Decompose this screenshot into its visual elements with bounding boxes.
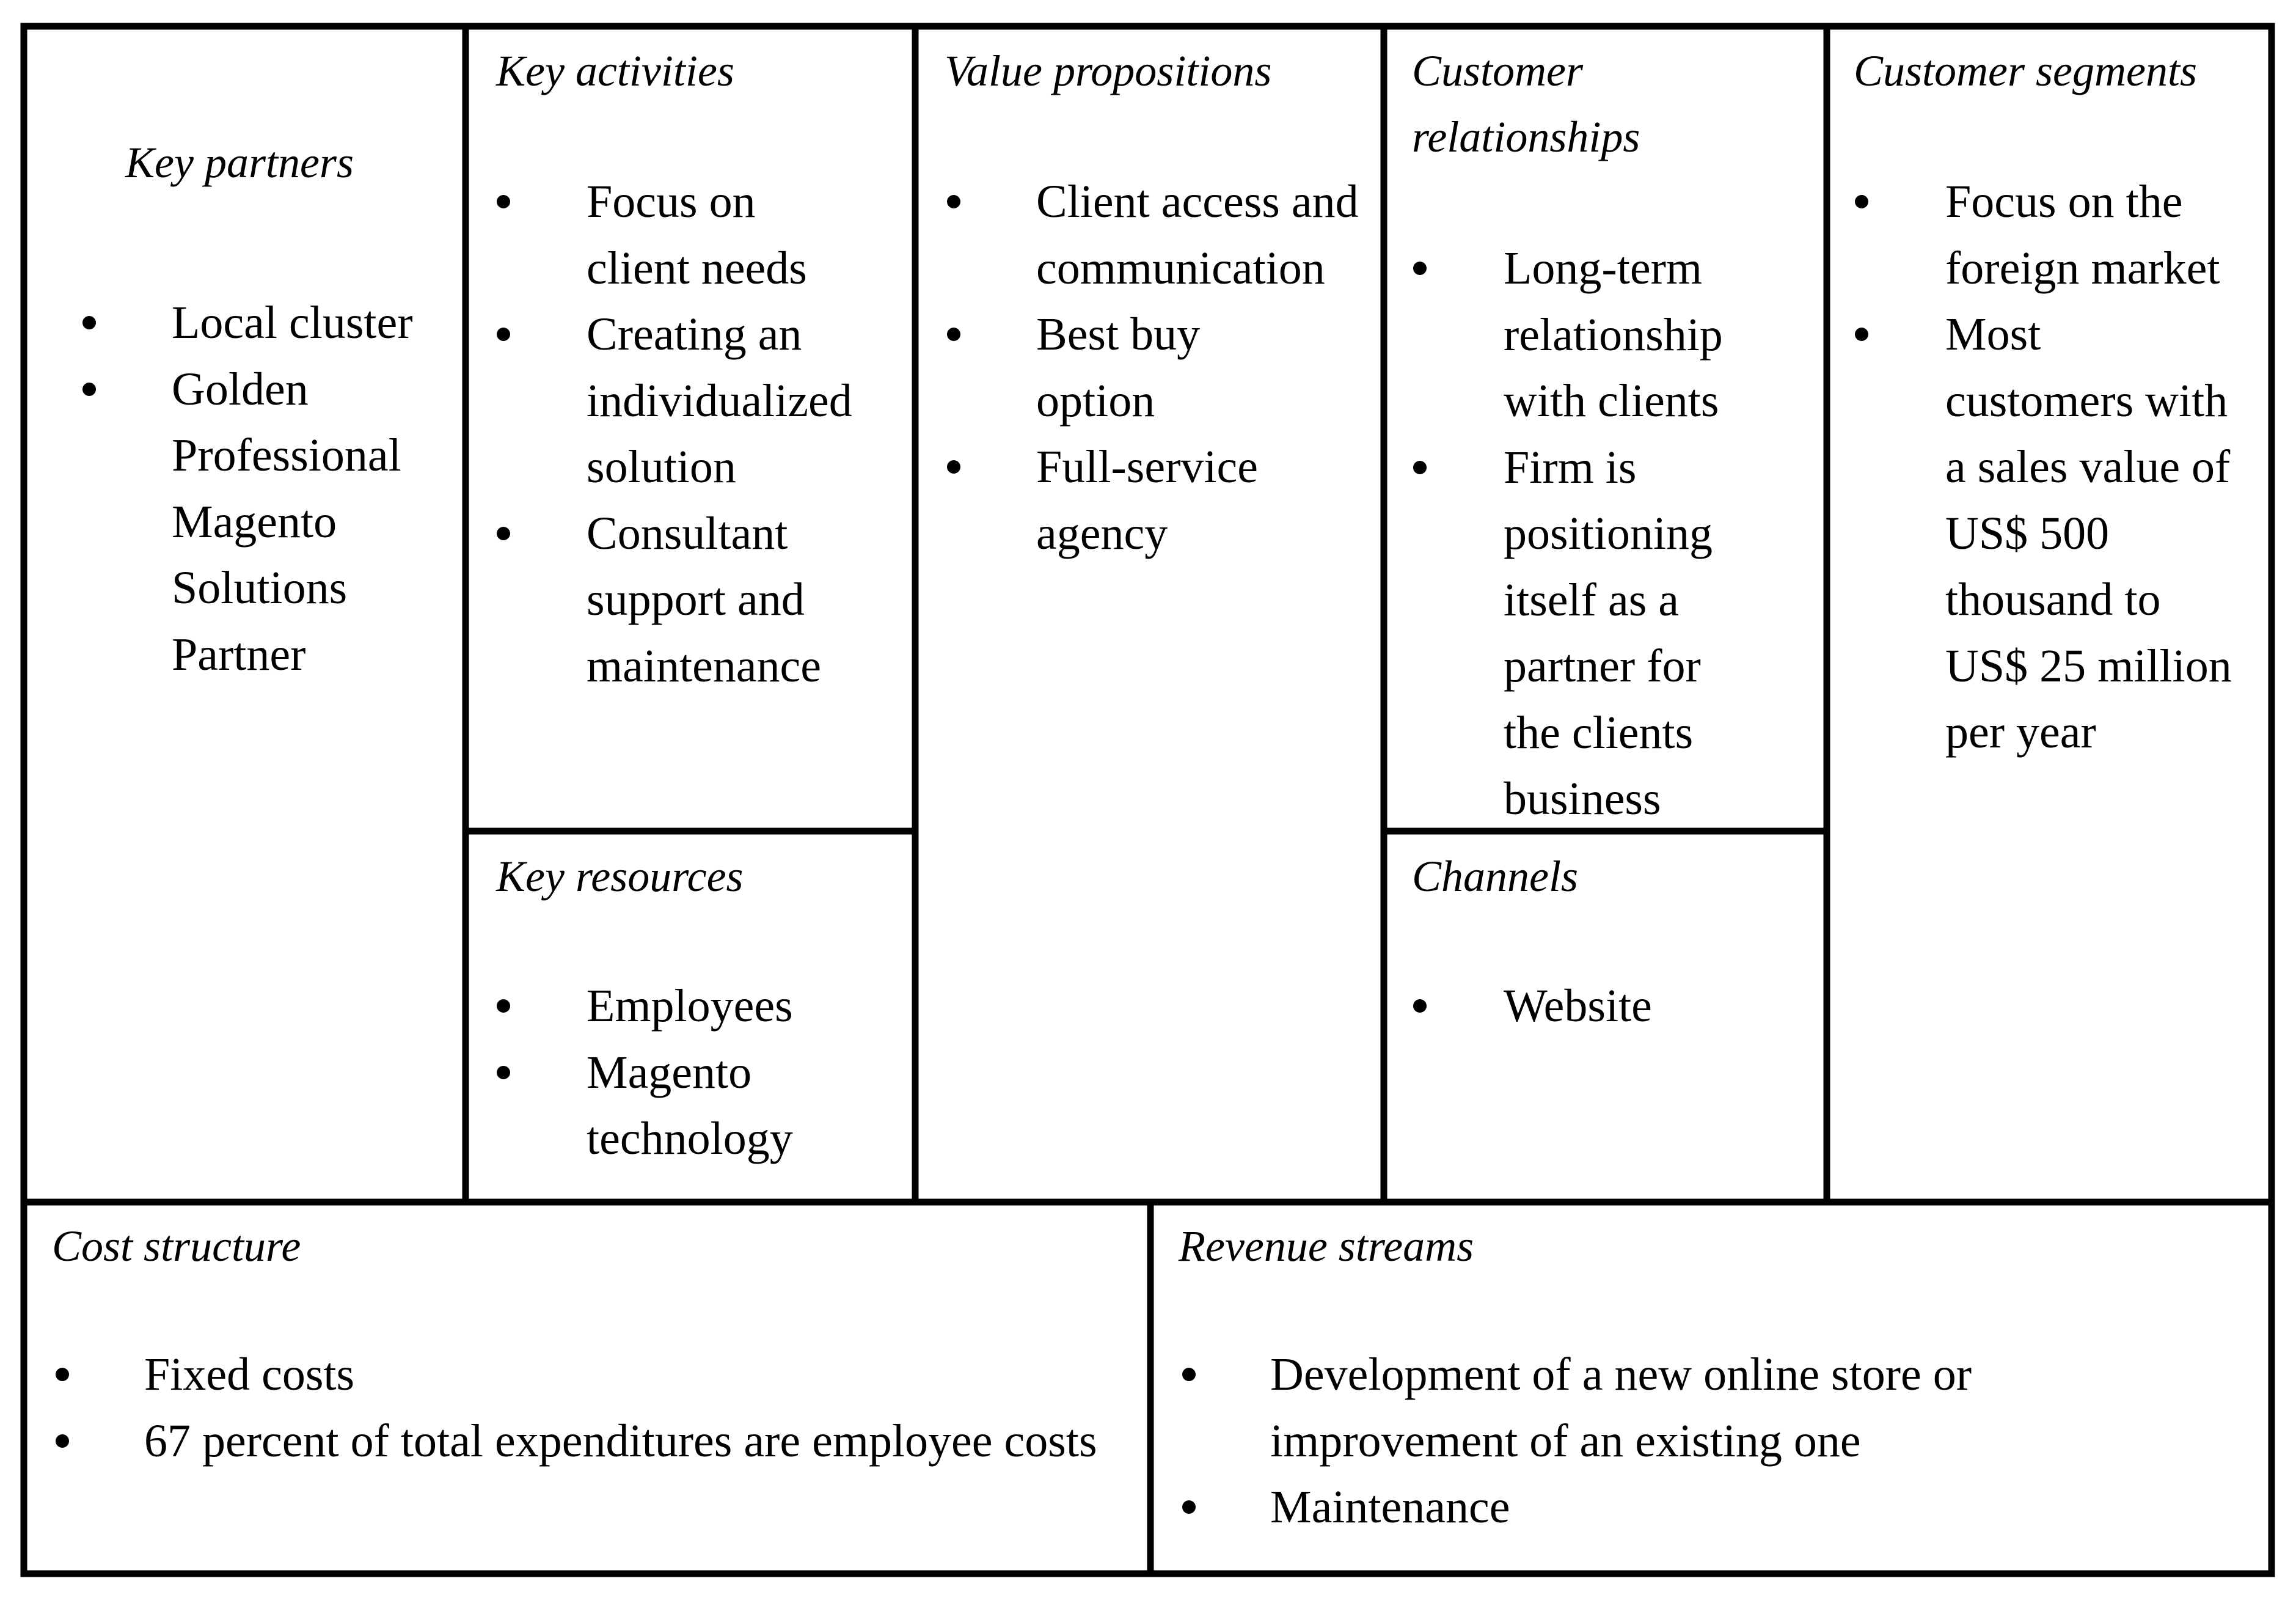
revenue-streams-title: Revenue streams (1179, 1222, 1474, 1271)
list-item: Firm is positioning itself as a partner for the clients business (1412, 435, 1821, 832)
bullet-icon (1182, 1368, 1196, 1381)
cost-structure-block (27, 1206, 1147, 1571)
key-partners-title: Key partners (125, 138, 354, 187)
bullet-icon (947, 195, 960, 208)
bullet-icon (497, 1066, 510, 1079)
cost-structure-title: Cost structure (52, 1222, 301, 1271)
list-item: Fixed costs (52, 1341, 1139, 1408)
list-item: Focus on client needs (496, 169, 912, 301)
key-activities-list (496, 169, 912, 699)
customer-segments-block (1830, 29, 2268, 1199)
key-partners-list (55, 290, 446, 688)
channels-title: Channels (1412, 852, 1579, 901)
revenue-streams-list (1179, 1341, 2260, 1541)
customer-relationships-block (1387, 29, 1824, 828)
bullet-icon (497, 195, 510, 208)
bullet-icon (497, 999, 510, 1013)
bullet-icon (1413, 999, 1427, 1013)
channels-list (1412, 973, 1821, 1040)
bullet-icon (82, 383, 96, 396)
list-item: Client access and communication (945, 169, 1378, 301)
cost-structure-list (52, 1341, 1139, 1474)
list-item: Local cluster (55, 290, 446, 356)
list-item: Magento technology (496, 1040, 912, 1172)
bullet-icon (497, 527, 510, 540)
key-resources-list (496, 973, 912, 1172)
bullet-icon (1855, 328, 1868, 341)
key-resources-title: Key resources (496, 852, 744, 901)
value-propositions-list (945, 169, 1378, 567)
bullet-icon (1855, 195, 1868, 208)
value-propositions-title: Value propositions (945, 46, 1272, 95)
customer-segments-list (1854, 169, 2267, 766)
list-item: Best buy option (945, 301, 1378, 434)
customer-relationships-title: Customer relationships (1412, 46, 1640, 161)
revenue-streams-block (1154, 1206, 2268, 1571)
list-item: Golden Professional Magento Solutions Partner (55, 356, 446, 688)
list-item: Employees (496, 973, 912, 1040)
bullet-icon (947, 328, 960, 341)
bullet-icon (1413, 461, 1427, 474)
bullet-icon (1413, 262, 1427, 275)
bullet-icon (56, 1368, 69, 1381)
key-activities-title: Key activities (496, 46, 734, 95)
channels-block (1387, 835, 1824, 1199)
list-item: Most customers with a sales value of US$ 500 thousand to US$ 25 million per year (1854, 301, 2267, 766)
key-activities-block (469, 29, 912, 828)
list-item: Consultant support and maintenance (496, 501, 912, 700)
key-resources-block (469, 835, 912, 1199)
bullet-icon (1182, 1500, 1196, 1514)
bullet-icon (82, 316, 96, 329)
bullet-icon (497, 328, 510, 341)
list-item: Full-service agency (945, 434, 1378, 567)
list-item: 67 percent of total expenditures are employee costs (52, 1408, 1139, 1475)
list-item: Website (1412, 973, 1821, 1040)
list-item: Development of a new online store or improvement of an existing one (1179, 1341, 2260, 1474)
list-item: Maintenance (1179, 1474, 2260, 1541)
list-item: Focus on the foreign market (1854, 169, 2267, 301)
list-item: Creating an individualized solution (496, 301, 912, 501)
customer-relationships-list (1412, 235, 1821, 832)
bullet-icon (947, 460, 960, 474)
bullet-icon (56, 1434, 69, 1448)
customer-segments-title: Customer segments (1854, 46, 2197, 95)
key-partners-block (27, 29, 462, 1199)
list-item: Long-term relationship with clients (1412, 235, 1821, 435)
value-propositions-block (919, 29, 1381, 1199)
